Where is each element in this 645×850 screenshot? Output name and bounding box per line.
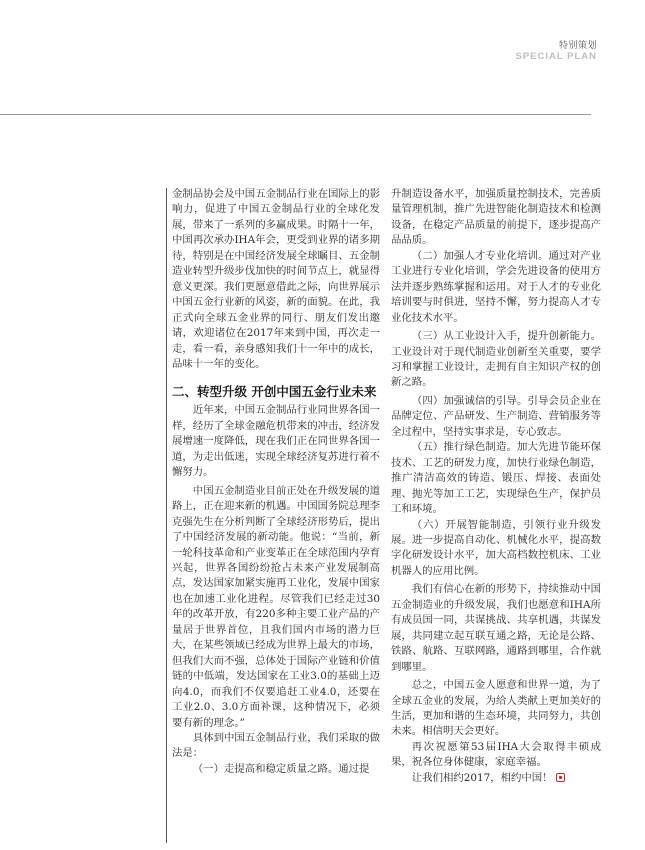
left-column	[172, 187, 380, 777]
section-heading: 二、转型升级 开创中国五金行业未来	[172, 384, 377, 400]
closing-text: 让我们相约2017，相约中国！	[411, 771, 553, 784]
body-paragraph: 升制造设备水平，加强质量控制技术，完善质量管理机制，推广先进智能化制造技术和检测设备，在稳定产品质量的前提下，逐步提高产品品质。	[391, 188, 601, 247]
body-paragraph: 再次祝愿第53届IHA大会取得丰硕成果，祝各位身体健康，家庭幸福。	[391, 740, 601, 769]
body-paragraph: 近年来，中国五金制品行业同世界各国一样，经历了全球金融危机带来的冲击，经济发展增速一度降低，现在我们正在同世界各国一道，为走出低迷，实现全球经济复苏进行着不懈努力。	[172, 404, 380, 479]
body-paragraph: 具体到中国五金制品行业，我们采取的做法是：	[172, 731, 380, 760]
body-paragraph: 我们有信心在新的形势下，持续推动中国五金制造业的升级发展，我们也愿意和IHA所有成员国一同，共谋挑战、共享机遇，共谋发展，共同建立起互联互通之路，无论是公路、铁路、航路、互联网路，通路到哪里，合作就到哪里。	[391, 583, 601, 673]
right-column	[391, 187, 601, 786]
body-paragraph: （五）推行绿色制造。加大先进节能环保技术、工艺的研发力度，加快行业绿色制造，推广清洁高效的铸造、锻压、焊接、表面处理、抛光等加工工艺，实现绿色生产，保护员工和环境。	[391, 441, 601, 516]
column-rule	[166, 188, 167, 843]
section-label-en: SPECIAL PLAN	[515, 51, 597, 62]
body-paragraph: （三）从工业设计入手，提升创新能力。工业设计对于现代制造业创新至关重要，要学习和掌握工业设计，走拥有自主知识产权的创新之路。	[391, 330, 601, 389]
header-divider	[0, 114, 591, 115]
closing-line	[391, 771, 601, 786]
body-paragraph: （二）加强人才专业化培训。通过对产业工业进行专业化培训，学会先进设备的使用方法并逐步熟练掌握和运用。对于人才的专业化培训要与时俱进，坚持不懈，努力提高人才专业化技术水平。	[391, 249, 601, 324]
body-paragraph: 总之，中国五金人愿意和世界一道，为了全球五金业的发展，为给人类献上更加美好的生活，更加和谐的生态环境，共同努力，共创未来。相信明天会更好。	[391, 679, 601, 738]
body-paragraph: （六）开展智能制造，引领行业升级发展。进一步提高自动化、机械化水平，提高数字化研发设计水平，加大高档数控机床、工业机器人的应用比例。	[391, 518, 601, 577]
intro-paragraph: 金制品协会及中国五金制品行业在国际上的影响力，促进了中国五金制品行业的全球化发展，带来了一系列的多赢成果。时隔十一年，中国再次承办IHA年会，更受到业界的诸多期待，特别是在中国经济发展全球瞩目、五金制造业转型升级步伐加快的时间节点上，就显得意义更深。我们更愿意借此之际，向世界展示中国五金行业新的风姿，新的面貌。在此，我正式向全球五金业界的同行、朋友们发出邀请，欢迎诸位在2017年来到中国，再次走一走，看一看，亲身感知我们十一年中的成长，品味十一年的变化。	[172, 188, 380, 370]
body-paragraph: （一）走提高和稳定质量之路。通过提	[192, 762, 370, 775]
section-label-cn: 特别策划	[558, 41, 597, 51]
body-paragraph: 中国五金制造业目前正处在升级发展的道路上，正在迎来新的机遇。中国国务院总理李克强先生在分析判断了全球经济形势后，提出了中国经济发展的新动能。他说：“当前，新一轮科技革命和产业变革正在全球范围内孕育兴起，世界各国纷纷抢占未来产业发展制高点，发达国家加紧实施再工业化，发展中国家也在加速工业化进程。尽管我们已经走过30年的改革开放，有220多种主要工业产品的产量居于世界首位，且我们国内市场的潜力巨大，在某些领域已经成为世界上最大的市场，但我们大而不强，总体处于国际产业链和价值链的中低端，发达国家在工业3.0的基础上迈向4.0，而我们不仅要追赶工业4.0，还要在工业2.0、3.0方面补课，这种情况下，必须要有新的理念。”	[172, 484, 380, 729]
end-of-article-icon	[556, 773, 565, 782]
body-paragraph: （四）加强诚信的引导。引导会员企业在品牌定位、产品研发、生产制造、营销服务等全过程中，坚持实事求是，专心致志。	[391, 394, 601, 438]
